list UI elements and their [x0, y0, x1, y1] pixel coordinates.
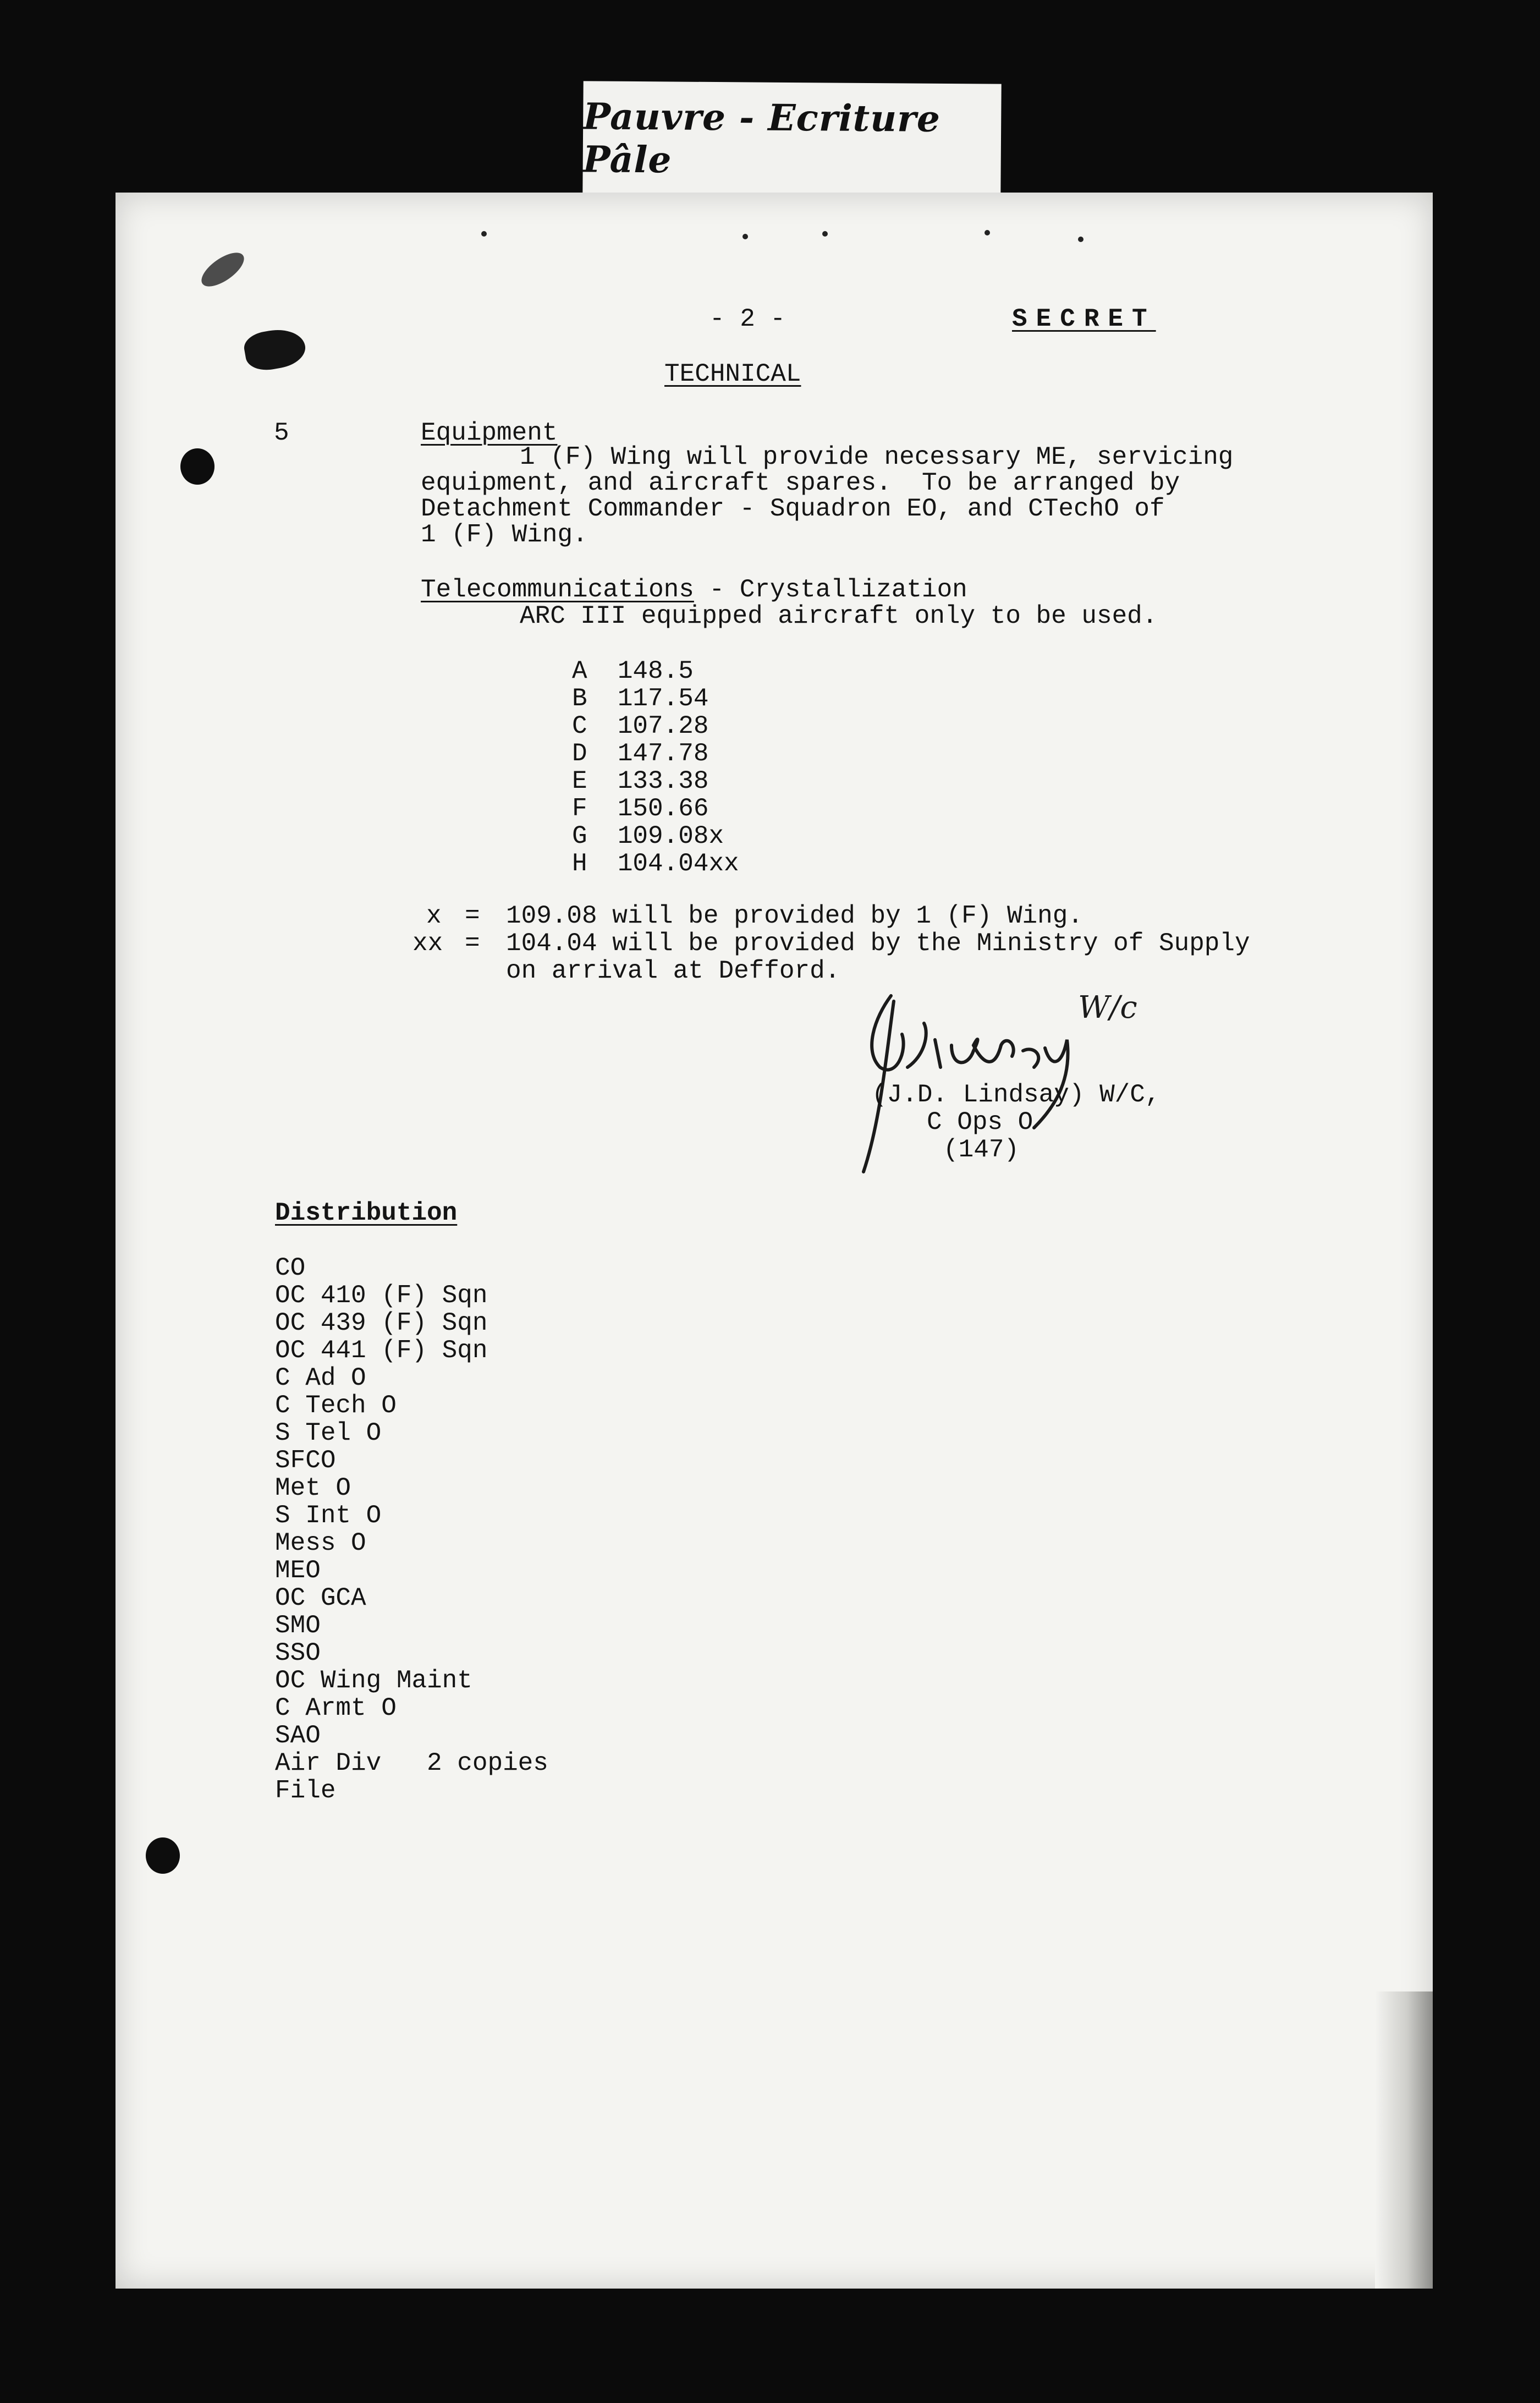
distribution-item: OC 439 (F) Sqn — [275, 1309, 488, 1337]
signature-rank: W/c — [1078, 990, 1137, 1025]
speck — [743, 234, 748, 239]
classification-marking: SECRET — [1012, 305, 1156, 333]
channel-frequency: 117.54 — [617, 684, 709, 713]
signatory-title: C Ops O — [927, 1108, 1033, 1137]
frequency-row — [572, 712, 708, 740]
channel-frequency: 109.08x — [617, 822, 724, 851]
signature-script: J Lindsay — [864, 1033, 956, 1056]
frequency-row — [572, 740, 708, 767]
section-title: TECHNICAL — [664, 360, 801, 388]
distribution-item: OC GCA — [275, 1584, 366, 1612]
footnote-text: 104.04 will be provided by the Ministry of Supply — [506, 929, 1250, 958]
archive-label-text: Pauvre - Ecriture Pâle — [582, 94, 941, 181]
telecom-heading-suffix: - Crystallization — [694, 575, 967, 604]
distribution-item: Mess O — [275, 1529, 366, 1557]
distribution-item: Air Div 2 copies — [275, 1749, 548, 1777]
channel-frequency: 147.78 — [617, 739, 709, 768]
distribution-item: File — [275, 1776, 336, 1805]
distribution-item: S Tel O — [275, 1419, 382, 1447]
speck — [822, 231, 828, 237]
footnote-equals: = — [465, 902, 480, 930]
distribution-item: C Ad O — [275, 1364, 366, 1392]
punch-hole-bottom — [146, 1837, 180, 1874]
telecom-note: ARC III equipped aircraft only to be used. — [520, 602, 1158, 630]
folded-corner — [1375, 1991, 1433, 2289]
channel-letter: F — [572, 794, 587, 823]
footnote-mark: x — [426, 902, 442, 930]
equipment-line: Detachment Commander - Squadron EO, and CTechO of — [421, 495, 1165, 523]
frequency-row — [572, 822, 724, 850]
distribution-item: C Tech O — [275, 1391, 397, 1420]
frequency-row — [572, 850, 739, 877]
equipment-line: equipment, and aircraft spares. To be arranged by — [421, 469, 1180, 497]
channel-letter: E — [572, 767, 587, 795]
footnote-continuation: on arrival at Defford. — [506, 957, 840, 985]
telecom-heading-line — [421, 576, 967, 604]
signatory-ref: (147) — [943, 1135, 1020, 1164]
channel-letter: D — [572, 739, 587, 768]
speck — [985, 230, 990, 235]
punch-hole-top — [180, 448, 215, 485]
footnote-mark: xx — [413, 929, 443, 958]
signatory-name: (J.D. Lindsay) W/C, — [872, 1080, 1160, 1109]
footnote-text: 109.08 will be provided by 1 (F) Wing. — [506, 902, 1083, 930]
distribution-item: C Armt O — [275, 1694, 397, 1722]
distribution-item: SAO — [275, 1721, 321, 1750]
paragraph-number: 5 — [274, 419, 289, 447]
speck — [1078, 237, 1084, 242]
channel-frequency: 148.5 — [617, 657, 694, 685]
channel-letter: G — [572, 822, 587, 851]
speck — [481, 231, 487, 237]
equipment-line: 1 (F) Wing. — [421, 520, 588, 549]
channel-frequency: 107.28 — [617, 712, 709, 740]
distribution-heading: Distribution — [275, 1199, 458, 1227]
channel-letter: B — [572, 684, 587, 713]
frequency-row — [572, 767, 708, 795]
distribution-item: CO — [275, 1254, 306, 1282]
equipment-heading: Equipment — [421, 419, 558, 447]
distribution-item: SFCO — [275, 1446, 336, 1475]
frequency-row — [572, 795, 708, 822]
archive-label — [582, 81, 1001, 196]
distribution-item: OC 410 (F) Sqn — [275, 1281, 488, 1310]
frequency-row — [572, 685, 708, 712]
distribution-item: S Int O — [275, 1501, 382, 1530]
telecom-heading: Telecommunications — [421, 575, 694, 604]
channel-frequency: 150.66 — [617, 794, 709, 823]
channel-letter: H — [572, 849, 587, 878]
distribution-item: MEO — [275, 1556, 321, 1585]
channel-letter: C — [572, 712, 587, 740]
distribution-item: SSO — [275, 1639, 321, 1667]
distribution-item: OC 441 (F) Sqn — [275, 1336, 488, 1365]
channel-frequency: 133.38 — [617, 767, 709, 795]
distribution-item: OC Wing Maint — [275, 1666, 472, 1695]
distribution-item: Met O — [275, 1474, 351, 1502]
footnote-equals: = — [465, 929, 480, 958]
channel-letter: A — [572, 657, 587, 685]
equipment-line: 1 (F) Wing will provide necessary ME, servicing — [520, 443, 1234, 471]
frequency-row — [572, 657, 694, 685]
distribution-item: SMO — [275, 1611, 321, 1640]
page-number: - 2 - — [710, 305, 786, 333]
channel-frequency: 104.04xx — [617, 849, 739, 878]
